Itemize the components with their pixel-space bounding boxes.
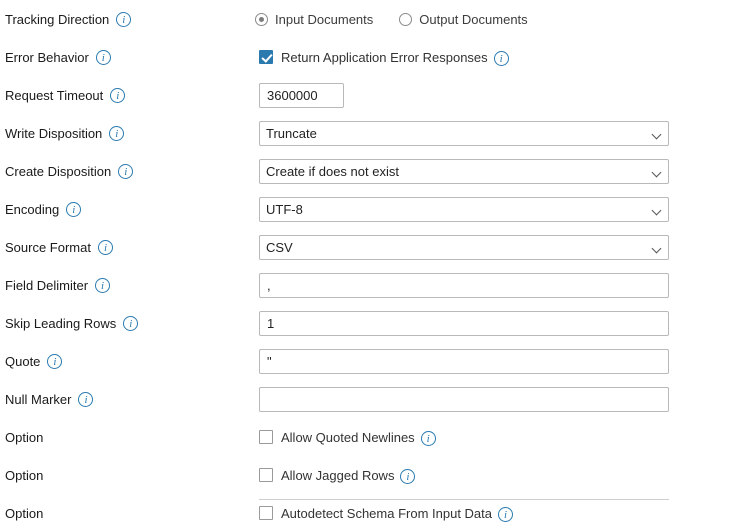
info-icon[interactable]: i [78, 392, 93, 407]
label-text: Request Timeout [5, 87, 104, 103]
checkbox-allow-quoted-newlines[interactable] [259, 430, 273, 444]
write-disposition-select[interactable] [259, 121, 669, 146]
radio-option-input-documents[interactable] [255, 12, 373, 27]
info-icon[interactable]: i [96, 50, 111, 65]
field-label-option-1 [0, 430, 255, 445]
field-label-source-format [0, 240, 255, 255]
field-control-null-marker [255, 387, 747, 412]
form-row-source-format [0, 228, 747, 266]
encoding-select[interactable] [259, 197, 669, 222]
field-label-error-behavior [0, 50, 255, 65]
field-label-null-marker [0, 392, 255, 407]
label-text: Option [5, 467, 44, 483]
checkbox-option-allow-jagged-rows[interactable] [259, 468, 415, 483]
field-control-option-allow-jagged-rows [255, 468, 747, 483]
info-icon[interactable]: i [66, 202, 81, 217]
info-icon[interactable]: i [400, 469, 415, 484]
info-icon[interactable]: i [421, 431, 436, 446]
label-text: Error Behavior [5, 49, 89, 65]
form-row-field-delimiter [0, 266, 747, 304]
label-text: Option [5, 429, 44, 445]
form-row-write-disposition [0, 114, 747, 152]
field-label-option-2 [0, 468, 255, 483]
form-row-create-disposition [0, 152, 747, 190]
radio-group-tracking-direction [255, 12, 554, 27]
field-control-create-disposition [255, 159, 747, 184]
label-text: Write Disposition [5, 125, 103, 141]
source-format-select-wrap [259, 235, 669, 260]
form-row-skip-leading-rows [0, 304, 747, 342]
form-row-error-behavior [0, 38, 747, 76]
field-control-encoding [255, 197, 747, 222]
radio-label-input-documents: Input Documents [275, 11, 374, 27]
checkbox-option-return-application-error-responses[interactable] [259, 50, 509, 65]
field-label-write-disposition [0, 126, 255, 141]
checkbox-option-allow-quoted-newlines[interactable] [259, 430, 436, 445]
info-icon[interactable]: i [47, 354, 62, 369]
label-text: Option [5, 505, 44, 521]
field-control-request-timeout [255, 83, 747, 108]
create-disposition-select-wrap [259, 159, 669, 184]
radio-option-output-documents[interactable] [399, 12, 527, 27]
label-text: Skip Leading Rows [5, 315, 117, 331]
info-icon[interactable]: i [498, 507, 513, 522]
form-row-quote [0, 342, 747, 380]
form-row-option-allow-quoted-newlines [0, 418, 747, 456]
field-control-write-disposition [255, 121, 747, 146]
field-control-skip-leading-rows [255, 311, 747, 336]
info-icon[interactable]: i [494, 51, 509, 66]
label-text: Encoding [5, 201, 60, 217]
field-control-option-autodetect-schema [255, 506, 747, 521]
write-disposition-select-wrap [259, 121, 669, 146]
label-text: Null Marker [5, 391, 72, 407]
field-control-tracking-direction [255, 12, 747, 27]
field-control-source-format [255, 235, 747, 260]
info-icon[interactable]: i [118, 164, 133, 179]
form-row-null-marker [0, 380, 747, 418]
quote-input[interactable] [259, 349, 669, 374]
checkbox-allow-jagged-rows[interactable] [259, 468, 273, 482]
null-marker-input[interactable] [259, 387, 669, 412]
skip-leading-rows-input[interactable] [259, 311, 669, 336]
field-label-create-disposition [0, 164, 255, 179]
field-delimiter-input[interactable] [259, 273, 669, 298]
form-row-option-allow-jagged-rows [0, 456, 747, 494]
label-text: Quote [5, 353, 41, 369]
checkbox-label-allow-jagged-rows: Allow Jagged Rows [281, 467, 395, 483]
checkbox-option-autodetect-schema[interactable] [259, 506, 513, 521]
info-icon[interactable]: i [116, 12, 131, 27]
radio-input-documents[interactable] [255, 13, 268, 26]
info-icon[interactable]: i [95, 278, 110, 293]
checkbox-label-return-application-error-responses: Return Application Error Responses [281, 49, 488, 65]
field-label-skip-leading-rows [0, 316, 255, 331]
field-label-option-3 [0, 506, 255, 521]
field-control-quote [255, 349, 747, 374]
radio-label-output-documents: Output Documents [419, 11, 528, 27]
checkbox-autodetect-schema[interactable] [259, 506, 273, 520]
field-label-tracking-direction [0, 12, 255, 27]
field-control-option-allow-quoted-newlines [255, 430, 747, 445]
form-row-request-timeout [0, 76, 747, 114]
info-icon[interactable]: i [109, 126, 124, 141]
create-disposition-select[interactable] [259, 159, 669, 184]
field-control-error-behavior [255, 50, 747, 65]
encoding-select-wrap [259, 197, 669, 222]
info-icon[interactable]: i [110, 88, 125, 103]
field-label-field-delimiter [0, 278, 255, 293]
info-icon[interactable]: i [98, 240, 113, 255]
label-text: Tracking Direction [5, 11, 110, 27]
label-text: Source Format [5, 239, 91, 255]
field-control-field-delimiter [255, 273, 747, 298]
label-text: Create Disposition [5, 163, 112, 179]
checkbox-return-application-error-responses[interactable] [259, 50, 273, 64]
field-label-encoding [0, 202, 255, 217]
checkbox-label-autodetect-schema: Autodetect Schema From Input Data [281, 505, 492, 521]
checkbox-label-allow-quoted-newlines: Allow Quoted Newlines [281, 429, 415, 445]
label-text: Field Delimiter [5, 277, 89, 293]
info-icon[interactable]: i [123, 316, 138, 331]
field-label-request-timeout [0, 88, 255, 103]
radio-output-documents[interactable] [399, 13, 412, 26]
source-format-select[interactable] [259, 235, 669, 260]
request-timeout-input[interactable] [259, 83, 344, 108]
field-label-quote [0, 354, 255, 369]
form-row-encoding [0, 190, 747, 228]
form-row-tracking-direction [0, 0, 747, 38]
